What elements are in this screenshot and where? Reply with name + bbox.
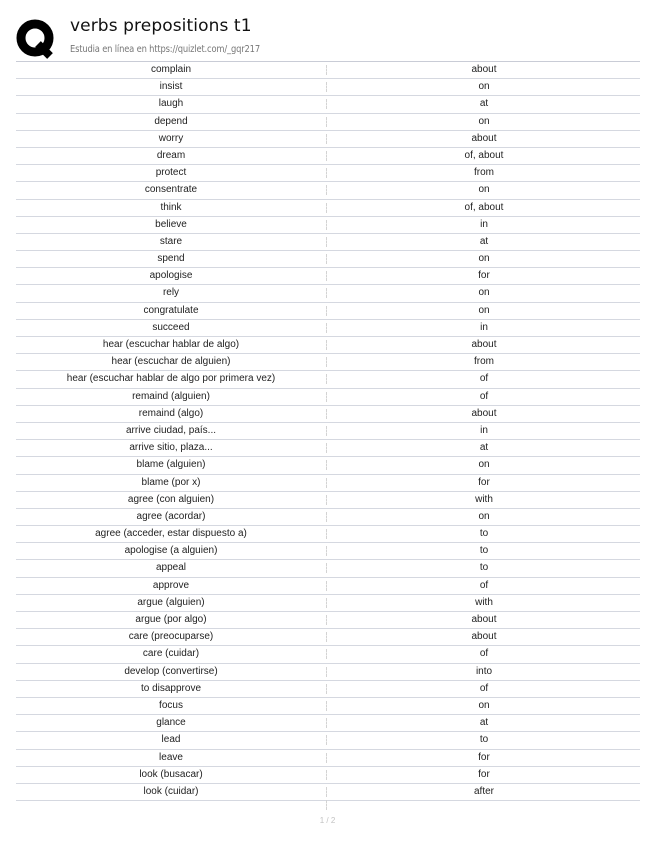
- table-row: [16, 268, 640, 285]
- definition-cell: to: [479, 528, 489, 540]
- definition-cell: of, about: [464, 201, 504, 213]
- term-cell: agree (con alguien): [127, 493, 215, 505]
- term-cell: appeal: [155, 562, 187, 574]
- table-row: [16, 251, 640, 268]
- table-row: [16, 131, 640, 148]
- definition-cell: of: [479, 648, 489, 660]
- table-row: [16, 646, 640, 663]
- term-cell: care (preocuparse): [128, 631, 214, 643]
- term-cell: look (busacar): [139, 768, 203, 780]
- table-row: [16, 732, 640, 749]
- term-cell: hear (escuchar de alguien): [111, 356, 231, 368]
- table-row: [16, 560, 640, 577]
- definition-cell: from: [474, 167, 494, 179]
- term-cell: rely: [162, 287, 180, 299]
- table-row: [16, 595, 640, 612]
- term-cell: approve: [152, 579, 190, 591]
- table-row: [16, 629, 640, 646]
- term-cell: insist: [159, 81, 183, 93]
- definition-cell: about: [471, 339, 497, 350]
- term-cell: congratulate: [143, 304, 199, 316]
- term-cell: protect: [155, 167, 187, 179]
- table-row: [16, 664, 640, 681]
- table-row: [16, 182, 640, 199]
- term-cell: laugh: [158, 98, 184, 110]
- term-cell: believe: [155, 218, 187, 230]
- table-row: [16, 475, 640, 492]
- definition-cell: on: [478, 184, 490, 196]
- term-cell: agree (acceder, estar dispuesto a): [95, 528, 247, 540]
- definition-cell: on: [478, 459, 490, 471]
- term-cell: arrive sitio, plaza...: [129, 442, 213, 454]
- term-cell: apologise (a alguien): [124, 545, 218, 557]
- term-cell: dream: [156, 149, 186, 161]
- definition-cell: to: [479, 734, 489, 746]
- page-subtitle: Estudia en línea en https://quizlet.com/_gqr217: [70, 44, 260, 55]
- term-cell: look (cuidar): [143, 785, 199, 797]
- definition-cell: about: [471, 64, 497, 75]
- term-cell: argue (por algo): [135, 614, 207, 625]
- definition-cell: at: [479, 442, 489, 454]
- table-row: [16, 371, 640, 388]
- term-cell: develop (convertirse): [124, 665, 218, 677]
- term-cell: worry: [158, 132, 184, 144]
- definition-cell: at: [479, 717, 489, 729]
- term-cell: succeed: [152, 321, 190, 333]
- definition-cell: from: [474, 356, 494, 368]
- definition-cell: for: [478, 270, 490, 282]
- term-cell: blame (por x): [141, 476, 201, 488]
- table-row: [16, 715, 640, 732]
- definition-cell: to: [479, 562, 489, 574]
- table-row: [16, 337, 640, 354]
- term-table: [16, 61, 640, 801]
- term-cell: agree (acordar): [136, 510, 206, 522]
- definition-cell: about: [471, 614, 497, 625]
- definition-cell: after: [473, 785, 494, 797]
- definition-cell: about: [471, 132, 497, 144]
- table-row: [16, 492, 640, 509]
- definition-cell: for: [478, 476, 490, 488]
- definition-cell: in: [480, 424, 488, 436]
- definition-cell: into: [475, 665, 493, 677]
- table-row: [16, 423, 640, 440]
- table-row: [16, 750, 640, 767]
- term-cell: leave: [159, 751, 183, 763]
- definition-cell: to: [479, 545, 489, 557]
- definition-cell: on: [478, 304, 490, 316]
- table-row: [16, 96, 640, 113]
- definition-cell: at: [479, 235, 489, 247]
- definition-cell: of: [479, 373, 489, 385]
- table-row: [16, 543, 640, 560]
- term-cell: remaind (algo): [138, 407, 204, 419]
- term-cell: stare: [159, 235, 183, 247]
- term-cell: lead: [161, 734, 181, 746]
- definition-cell: in: [480, 218, 488, 230]
- definition-cell: for: [478, 768, 490, 780]
- definition-cell: on: [478, 287, 490, 299]
- definition-cell: about: [471, 407, 497, 419]
- term-cell: focus: [159, 699, 183, 711]
- definition-cell: on: [478, 510, 490, 522]
- column-divider-tail: [326, 800, 327, 810]
- table-row: [16, 681, 640, 698]
- table-row: [16, 200, 640, 217]
- term-cell: care (cuidar): [142, 648, 200, 660]
- definition-cell: on: [478, 81, 490, 93]
- definition-cell: of: [479, 390, 489, 402]
- term-cell: blame (alguien): [136, 459, 206, 471]
- table-row: [16, 767, 640, 784]
- table-row: [16, 612, 640, 629]
- table-row: [16, 440, 640, 457]
- table-row: [16, 165, 640, 182]
- definition-cell: for: [478, 751, 490, 763]
- table-row: [16, 406, 640, 423]
- definition-cell: on: [478, 115, 490, 127]
- definition-cell: of: [479, 682, 489, 694]
- table-row: [16, 320, 640, 337]
- term-cell: to disapprove: [140, 682, 202, 694]
- table-row: [16, 285, 640, 302]
- definition-cell: in: [480, 321, 488, 333]
- definition-cell: with: [475, 596, 493, 608]
- term-cell: think: [160, 201, 182, 213]
- term-cell: depend: [154, 115, 188, 127]
- definition-cell: about: [471, 631, 497, 643]
- term-cell: argue (alguien): [137, 596, 205, 608]
- table-row: [16, 784, 640, 801]
- term-cell: consentrate: [144, 184, 198, 196]
- page-number: 1 / 2: [319, 816, 336, 825]
- table-row: [16, 389, 640, 406]
- table-row: [16, 526, 640, 543]
- term-cell: arrive ciudad, país...: [125, 424, 217, 436]
- definition-cell: with: [475, 493, 493, 505]
- table-row: [16, 457, 640, 474]
- page-header: [16, 14, 641, 60]
- table-row: [16, 114, 640, 131]
- quizlet-logo-icon: [16, 19, 56, 59]
- term-cell: hear (escuchar hablar de algo por primera vez): [66, 373, 276, 385]
- definition-cell: of: [479, 579, 489, 591]
- table-row: [16, 217, 640, 234]
- term-cell: hear (escuchar hablar de algo): [102, 339, 240, 350]
- term-cell: spend: [157, 253, 185, 265]
- table-row: [16, 509, 640, 526]
- definition-cell: on: [478, 699, 490, 711]
- table-row: [16, 698, 640, 715]
- table-row: [16, 303, 640, 320]
- table-row: [16, 234, 640, 251]
- term-cell: complain: [150, 64, 192, 75]
- table-row: [16, 578, 640, 595]
- term-cell: glance: [156, 717, 186, 729]
- table-row: [16, 62, 640, 79]
- term-cell: remaind (alguien): [132, 390, 210, 402]
- term-cell: apologise: [149, 270, 193, 282]
- definition-cell: of, about: [464, 149, 504, 161]
- table-row: [16, 148, 640, 165]
- definition-cell: at: [479, 98, 489, 110]
- table-row: [16, 354, 640, 371]
- definition-cell: on: [478, 253, 490, 265]
- page-title: verbs prepositions t1: [70, 16, 252, 36]
- table-row: [16, 79, 640, 96]
